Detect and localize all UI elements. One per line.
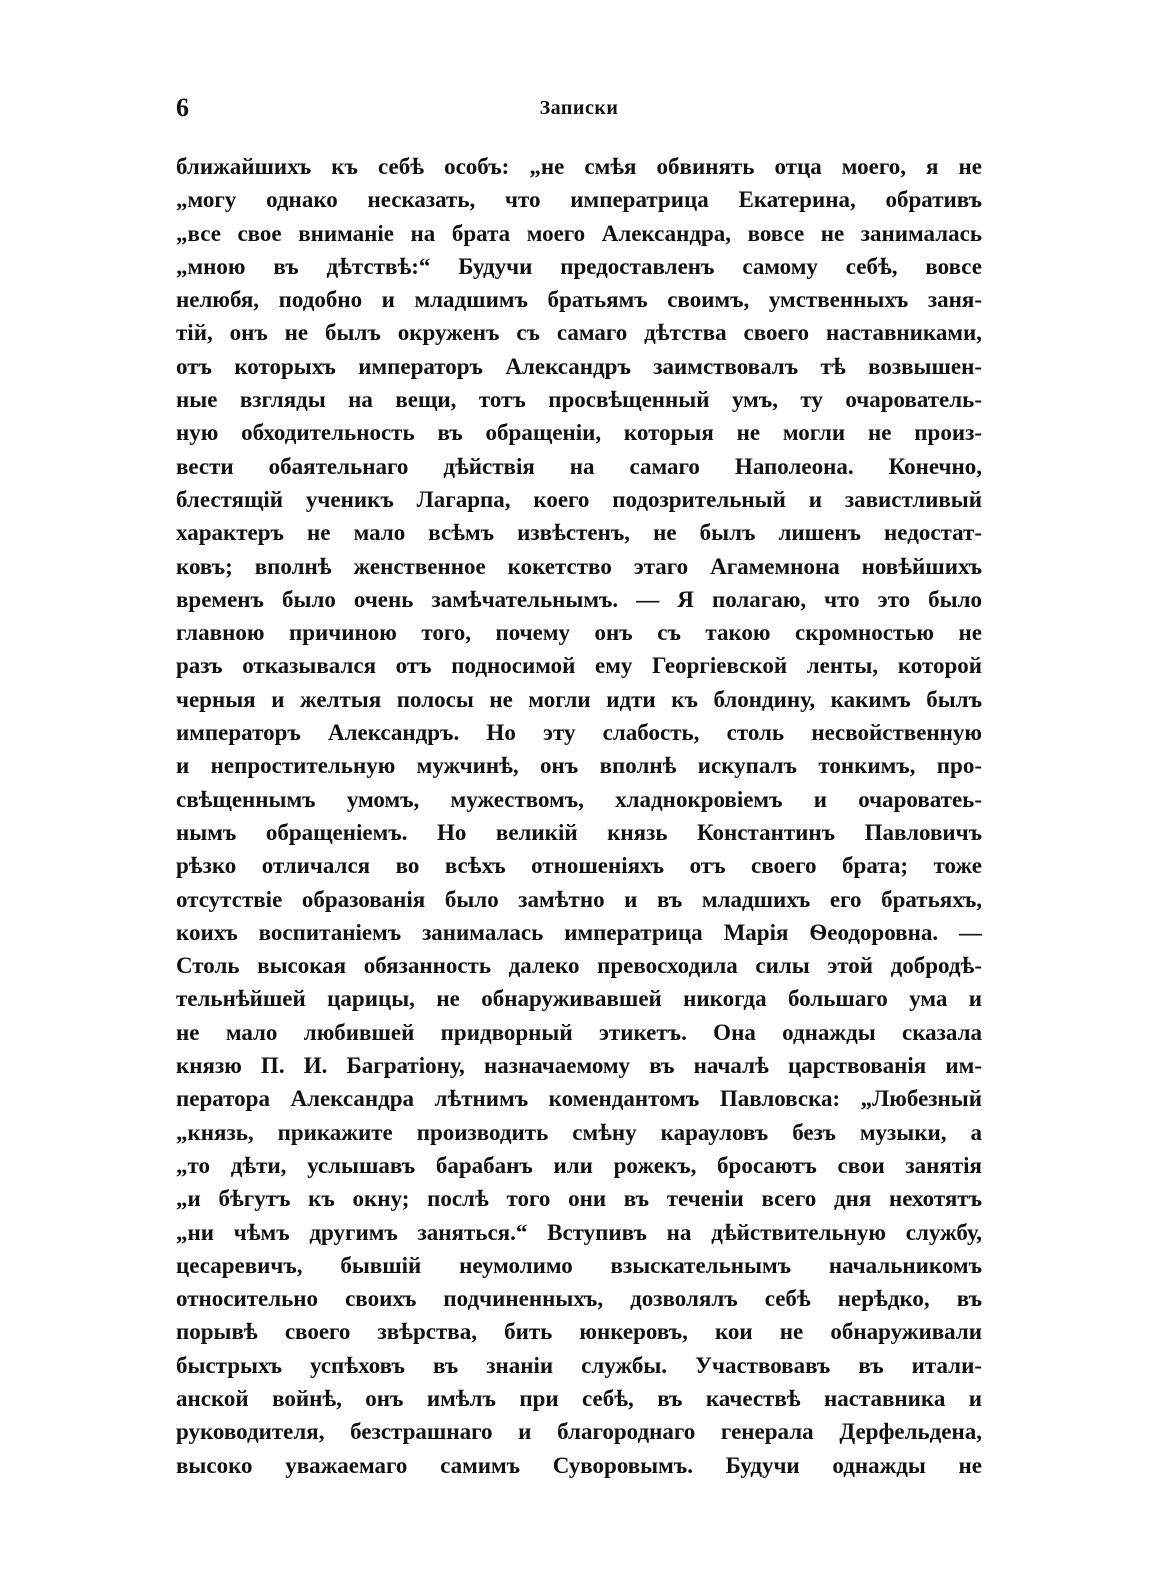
text-line: „мною въ дѣтствѣ:“ Будучи предоставленъ самому себѣ, вовсе [176,253,982,279]
text-line: ковъ; вполнѣ женственное кокетство этаго Агамемнона новѣйшихъ [176,553,982,579]
text-line: блестящій ученикъ Лагарпа, коего подозрительный и завистливый [176,486,982,512]
text-line: нелюбя, подобно и младшимъ братьямъ своимъ, умственныхъ заня- [176,287,982,313]
text-line: цесаревичъ, бывшій неумолимо взыскательнымъ начальникомъ [176,1252,982,1278]
text-line: коихъ воспитаніемъ занималась императрица Марія Ѳеодоровна. — [176,919,982,945]
text-line: „могу однако несказать, что императрица Екатерина, обративъ [176,187,982,213]
text-line: главною причиною того, почему онъ съ такою скромностью не [176,620,982,646]
text-line: черныя и желтыя полосы не могли идти къ блондину, какимъ былъ [176,686,982,712]
page-number: 6 [176,93,189,122]
text-line: рѣзко отличался во всѣхъ отношеніяхъ отъ своего брата; тоже [176,853,982,879]
text-line: „князь, прикажите производить смѣну карауловъ безъ музыки, а [176,1119,982,1145]
text-line: быстрыхъ успѣховъ въ знаніи службы. Участвовавъ въ итали- [176,1352,982,1378]
text-line: руководителя, безстрашнаго и благороднаго генерала Дерфельдена, [176,1419,982,1445]
text-line: отсутствіе образованія было замѣтно и въ младшихъ его братьяхъ, [176,886,982,912]
text-line: императоръ Александръ. Но эту слабость, столь несвойственную [176,720,982,746]
text-line: вести обаятельнаго дѣйствія на самаго Наполеона. Конечно, [176,453,982,479]
text-line: порывѣ своего звѣрства, бить юнкеровъ, кои не обнаруживали [176,1319,982,1345]
text-line: „ни чѣмъ другимъ заняться.“ Вступивъ на дѣйствительную службу, [176,1219,982,1245]
text-line: нымъ обращеніемъ. Но великій князь Константинъ Павловичъ [176,819,982,845]
text-line: Столь высокая обязанность далеко превосходила силы этой добродѣ- [176,953,982,979]
text-line: разъ отказывался отъ подносимой ему Георгіевской ленты, которой [176,653,982,679]
text-line: не мало любившей придворный этикетъ. Она однажды сказала [176,1019,982,1045]
text-line: и непростительную мужчинѣ, онъ вполнѣ искупалъ тонкимъ, про- [176,753,982,779]
running-title: Записки [539,97,619,119]
text-line: тельнѣйшей царицы, не обнаруживавшей никогда большаго ума и [176,986,982,1012]
text-line: отъ которыхъ императоръ Александръ заимствовалъ тѣ возвышен- [176,353,982,379]
text-line: высоко уважаемаго самимъ Суворовымъ. Будучи однажды не [176,1452,982,1478]
body-text [176,150,982,1482]
text-line: анской войнѣ, онъ имѣлъ при себѣ, въ качествѣ наставника и [176,1385,982,1411]
text-line: ную обходительность въ обращеніи, которыя не могли не произ- [176,420,982,446]
page-header [176,92,982,124]
text-line: ные взгляды на вещи, тотъ просвѣщенный умъ, ту очарователь- [176,387,982,413]
text-line: свѣщеннымъ умомъ, мужествомъ, хладнокровіемъ и очароватеь- [176,786,982,812]
text-line: тій, онъ не былъ окруженъ съ самаго дѣтства своего наставниками, [176,320,982,346]
text-line: „все свое вниманіе на брата моего Александра, вовсе не занималась [176,220,982,246]
text-line: ператора Александра лѣтнимъ комендантомъ Павловска: „Любезный [176,1086,982,1112]
text-line: ближайшихъ къ себѣ особъ: „не смѣя обвинять отца моего, я не [176,154,982,179]
text-line: временъ было очень замѣчательнымъ. — Я полагаю, что это было [176,586,982,612]
text-line: относительно своихъ подчиненныхъ, дозволялъ себѣ нерѣдко, въ [176,1286,982,1312]
text-line: князю П. И. Багратіону, назначаемому въ началѣ царствованія им- [176,1053,982,1079]
text-line: характеръ не мало всѣмъ извѣстенъ, не былъ лишенъ недостат- [176,520,982,546]
text-line: „и бѣгутъ къ окну; послѣ того они въ теченіи всего дня нехотятъ [176,1186,982,1212]
text-line: „то дѣти, услышавъ барабанъ или рожекъ, бросаютъ свои занятія [176,1152,982,1178]
